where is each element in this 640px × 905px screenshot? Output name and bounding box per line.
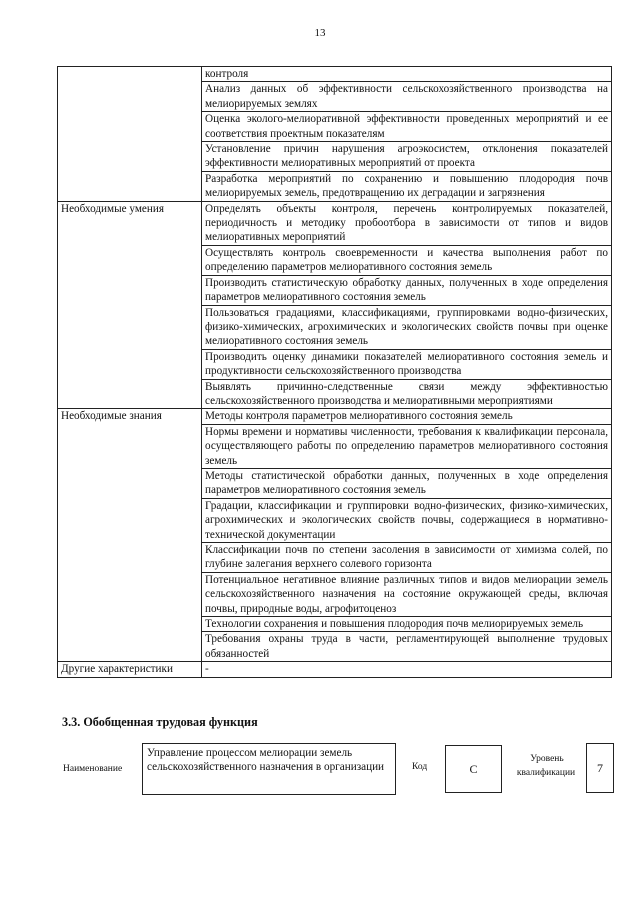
table-row: [58, 662, 612, 677]
table-cell: Требования охраны труда в части, регламентирующей выполнение трудовых обязанностей: [202, 632, 612, 662]
row-label-other: Другие характеристики: [58, 662, 202, 677]
table-cell: Установление причин нарушения агроэкосистем, отклонения показателей эффективности мелиоративных мероприятий от проекта: [202, 142, 612, 172]
section-title: 3.3. Обобщенная трудовая функция: [62, 715, 258, 729]
table-row: [58, 201, 612, 245]
table-cell: Производить оценку динамики показателей мелиоративного состояния земель и продуктивности сельскохозяйственного производства: [202, 349, 612, 379]
table-cell: -: [202, 662, 612, 677]
table-row: [58, 67, 612, 82]
row-label: [58, 67, 202, 202]
table-cell: Анализ данных об эффективности сельскохозяйственного производства на мелиорируемых землях: [202, 82, 612, 112]
row-label-skills: Необходимые умения: [58, 201, 202, 409]
function-name-box: Управление процессом мелиорации земель сельскохозяйственного назначения в организации: [142, 743, 396, 795]
table-row: [58, 409, 612, 424]
table-cell: Нормы времени и нормативы численности, требования к квалификации персонала, осуществляющего работы по определению параметров мелиоративного состояния земель: [202, 424, 612, 468]
page-number: 13: [314, 27, 326, 39]
table-cell: Градации, классификации и группировки водно-физических, физико-химических, агрохимических и экологических свойств почвы, содержащиеся в нормативно-технической документации: [202, 498, 612, 542]
function-code-box: C: [445, 745, 502, 793]
table-cell: Пользоваться градациями, классификациями, группировками водно-физических, физико-химических, агрохимических и экологических свойств почвы при оценке мелиоративного состояния земель: [202, 305, 612, 349]
table-cell: контроля: [202, 67, 612, 82]
qualification-level-box: 7: [586, 743, 614, 793]
level-label-line1: Уровень: [530, 754, 564, 764]
table-cell: Определять объекты контроля, перечень контролируемых показателей, периодичность и методику пробоотбора в зависимости от типов и видов мелиоративных мероприятий: [202, 201, 612, 245]
table-cell: Методы контроля параметров мелиоративного состояния земель: [202, 409, 612, 424]
code-label: Код: [412, 762, 428, 772]
table-cell: Осуществлять контроль своевременности и качества выполнения работ по определению параметров мелиоративного состояния земель: [202, 245, 612, 275]
table-cell: Методы статистической обработки данных, полученных в ходе определения параметров мелиоративного состояния земель: [202, 468, 612, 498]
row-label-knowledge: Необходимые знания: [58, 409, 202, 662]
table-cell: Производить статистическую обработку данных, полученных в ходе определения параметров мелиоративного состояния земель: [202, 275, 612, 305]
table-cell: Выявлять причинно-следственные связи между эффективностью сельскохозяйственного производства и мелиоративными мероприятиями: [202, 379, 612, 409]
competency-table: [57, 66, 612, 678]
name-label: Наименование: [63, 764, 123, 774]
level-label-line2: квалификации: [516, 768, 576, 778]
table-cell: Классификации почв по степени засоления в зависимости от химизма солей, по глубине залегания верхнего солевого горизонта: [202, 543, 612, 573]
table-cell: Технологии сохранения и повышения плодородия почв мелиорируемых земель: [202, 617, 612, 632]
table-cell: Разработка мероприятий по сохранению и повышению плодородия почв мелиорируемых земель, предотвращению их деградации и загрязнения: [202, 171, 612, 201]
table-cell: Оценка эколого-мелиоративной эффективности проведенных мероприятий и ее соответствия проектным показателям: [202, 112, 612, 142]
table-cell: Потенциальное негативное влияние различных типов и видов мелиорации земель сельскохозяйственного назначения на состояние окружающей среды, включая почвы, природные воды, агрофитоценоз: [202, 572, 612, 616]
